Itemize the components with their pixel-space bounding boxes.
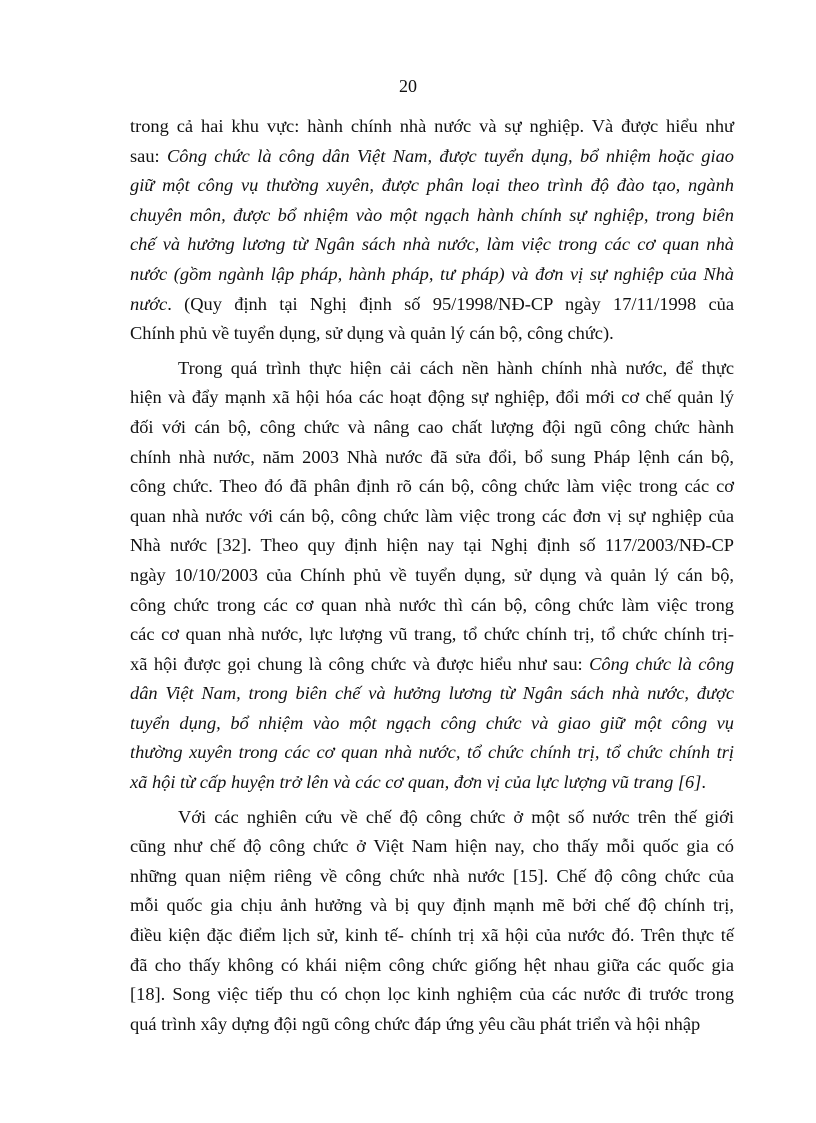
text-line [130,591,734,621]
text-line [130,862,734,892]
text-segment: công chức trong các cơ quan nhà nước thì cán bộ, công chức làm việc trong [130,594,734,615]
text-line [130,768,734,798]
text-segment: . [701,772,707,793]
italic-text-segment: giữ một công vụ thường xuyên, được phân loại theo trình độ đào tạo, ngành [130,175,734,196]
text-line [130,472,734,502]
text-segment: đã cho thấy không có khái niệm công chức giống hệt nhau giữa các quốc gia [130,954,734,975]
text-segment: điều kiện đặc điểm lịch sử, kinh tế- chính trị xã hội của nước đó. Trên thực tế [130,925,734,946]
text-line [130,383,734,413]
italic-text-segment: dân Việt Nam, trong biên chế và hưởng lương từ Ngân sách nhà nước, được [130,683,734,704]
text-line [130,201,734,231]
text-line [130,112,734,142]
document-body [130,112,734,1039]
text-line [130,709,734,739]
italic-text-segment: Công chức là công dân Việt Nam, được tuyển dụng, bổ nhiệm hoặc giao [167,145,734,166]
text-line [130,230,734,260]
text-line [130,171,734,201]
text-line [130,803,734,833]
paragraph [130,112,734,349]
text-segment: Nhà nước [32]. Theo quy định hiện nay tại Nghị định số 117/2003/NĐ-CP [130,535,734,556]
text-segment: các cơ quan nhà nước, lực lượng vũ trang, tổ chức chính trị, tổ chức chính trị- [130,624,734,645]
text-segment: sau: [130,145,168,166]
text-line [130,413,734,443]
text-segment: công chức. Theo đó đã phân định rõ cán bộ, công chức làm việc trong các cơ [130,476,734,497]
text-segment: Trong quá trình thực hiện cải cách nền hành chính nhà nước, để thực [178,357,734,378]
italic-text-segment: xã hội từ cấp huyện trở lên và các cơ quan, đơn vị của lực lượng vũ trang [6] [130,772,702,793]
italic-text-segment: chuyên môn, được bổ nhiệm vào một ngạch hành chính sự nghiệp, trong biên [130,204,734,225]
text-line [130,561,734,591]
text-line [130,319,734,349]
text-segment: trong cả hai khu vực: hành chính nhà nước và sự nghiệp. Và được hiểu như [130,116,734,136]
italic-text-segment: tuyển dụng, bổ nhiệm vào một ngạch công chức và giao giữ một công vụ [130,712,734,733]
italic-text-segment: nước [130,293,168,314]
text-line [130,443,734,473]
text-segment: đối với cán bộ, công chức và nâng cao chất lượng đội ngũ công chức hành [130,416,734,437]
italic-text-segment: nước (gồm ngành lập pháp, hành pháp, tư pháp) và đơn vị sự nghiệp của Nhà [130,263,734,284]
text-segment: . (Quy định tại Nghị định số 95/1998/NĐ-CP ngày 17/11/1998 của [167,293,734,314]
paragraph [130,354,734,798]
text-line [130,354,734,384]
text-line [130,679,734,709]
text-segment: hiện và đẩy mạnh xã hội hóa các hoạt động sự nghiệp, đổi mới cơ chế quản lý [130,387,734,408]
text-line [130,531,734,561]
text-line [130,951,734,981]
text-segment: những quan niệm riêng về công chức nhà nước [15]. Chế độ công chức của [130,865,734,886]
text-line [130,502,734,532]
text-line [130,891,734,921]
text-line [130,142,734,172]
text-segment: quan nhà nước với cán bộ, công chức làm việc trong các đơn vị sự nghiệp của [130,505,734,526]
text-segment: ngày 10/10/2003 của Chính phủ về tuyển dụng, sử dụng và quản lý cán bộ, [130,564,734,585]
text-line [130,738,734,768]
text-line [130,921,734,951]
italic-text-segment: chế và hưởng lương từ Ngân sách nhà nước, làm việc trong các cơ quan nhà [130,234,734,255]
paragraph [130,803,734,1040]
text-line [130,832,734,862]
page-number: 20 [399,76,417,96]
text-segment: xã hội được gọi chung là công chức và được hiểu như sau: [130,653,590,674]
text-segment: cũng như chế độ công chức ở Việt Nam hiện nay, cho thấy mỗi quốc gia có [130,836,734,857]
text-line [130,260,734,290]
text-line [130,620,734,650]
text-line [130,1010,734,1040]
text-line [130,290,734,320]
text-segment: Chính phủ về tuyển dụng, sử dụng và quản lý cán bộ, công chức). [130,323,614,344]
text-segment: quá trình xây dựng đội ngũ công chức đáp ứng yêu cầu phát triển và hội nhập [130,1013,701,1034]
text-segment: [18]. Song việc tiếp thu có chọn lọc kinh nghiệm của các nước đi trước trong [130,984,734,1005]
text-segment: chính nhà nước, năm 2003 Nhà nước đã sửa đổi, bổ sung Pháp lệnh cán bộ, [130,446,734,467]
text-line [130,980,734,1010]
italic-text-segment: thường xuyên trong các cơ quan nhà nước, tổ chức chính trị, tổ chức chính trị [130,742,734,763]
text-line [130,650,734,680]
text-segment: mỗi quốc gia chịu ảnh hưởng và bị quy định mạnh mẽ bởi chế độ chính trị, [130,895,734,916]
text-segment: Với các nghiên cứu về chế độ công chức ở một số nước trên thế giới [178,806,734,827]
italic-text-segment: Công chức là công [589,653,735,674]
